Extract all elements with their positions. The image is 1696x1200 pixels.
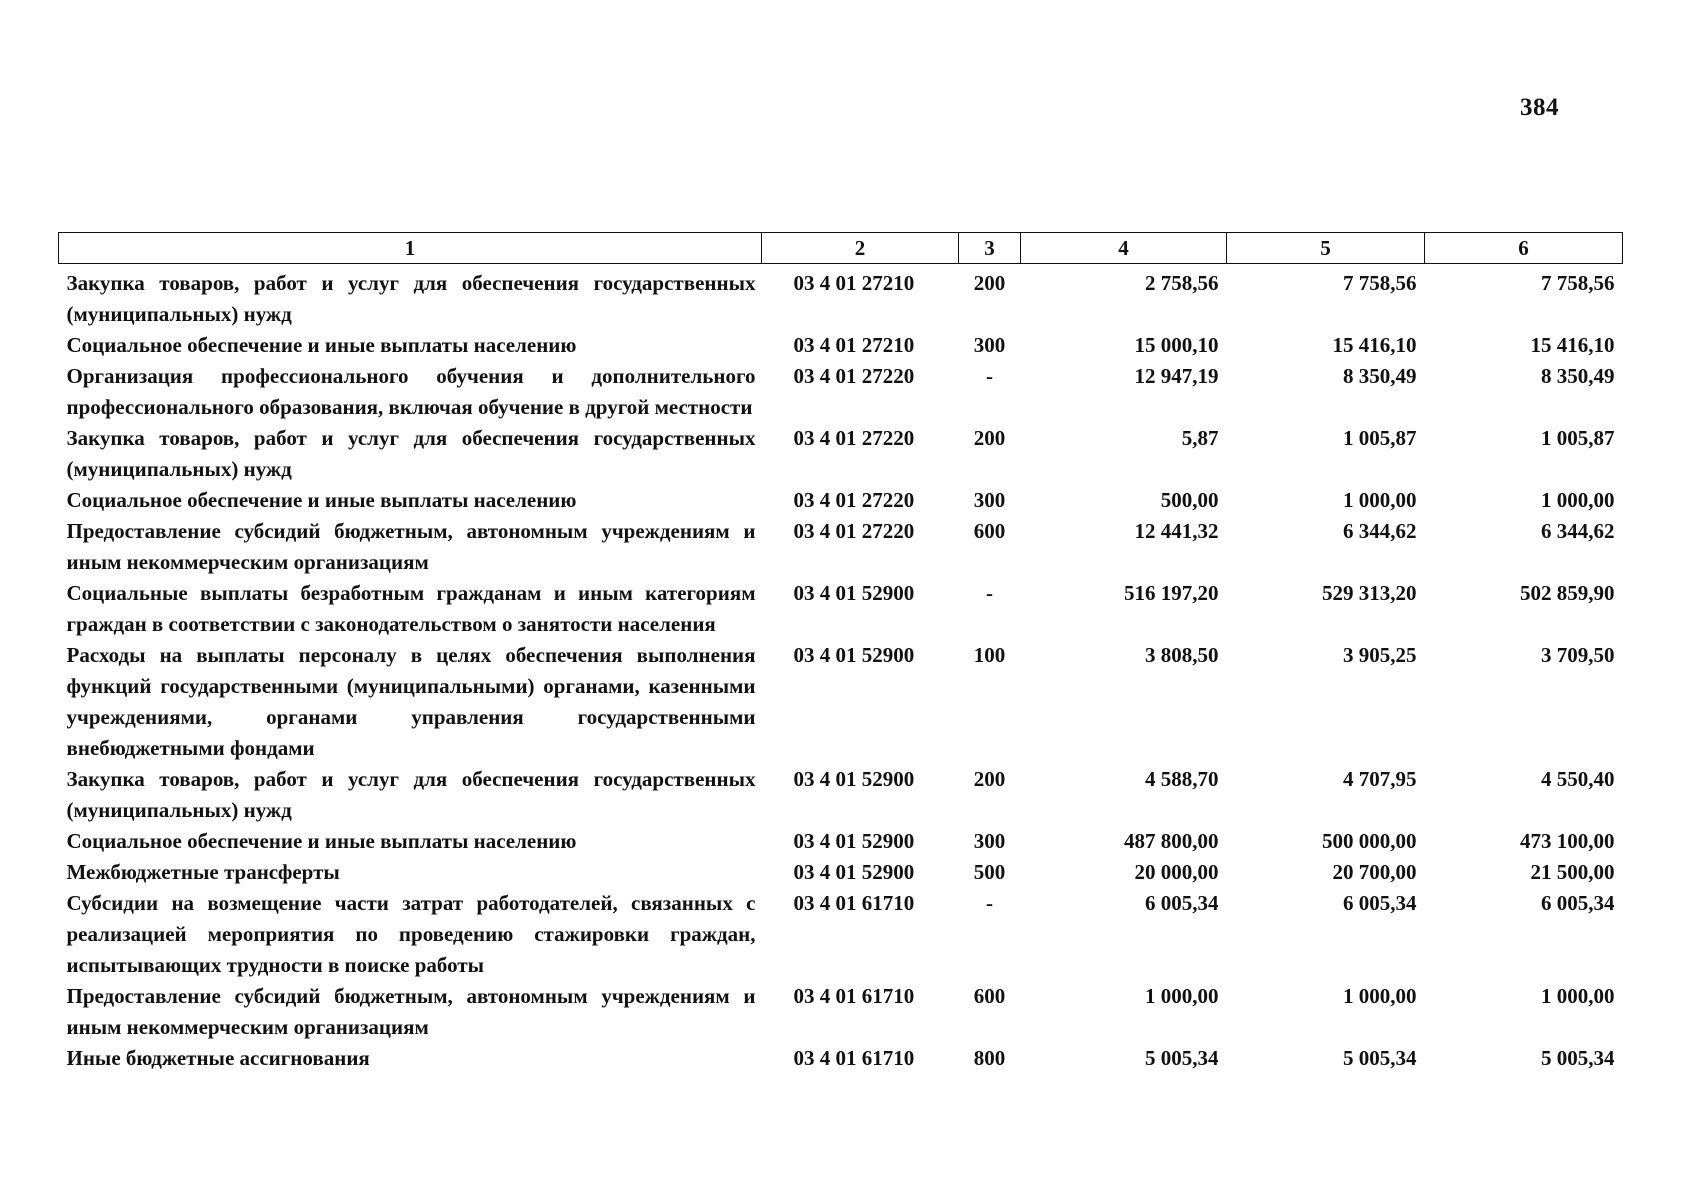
amount-col-6: 15 416,10 (1530, 333, 1615, 357)
table-row (59, 826, 1623, 857)
amount-col-6: 6 344,62 (1541, 519, 1615, 543)
amount-col-5: 1 000,00 (1343, 488, 1417, 512)
table-row (59, 423, 1623, 485)
target-article-code: 03 4 01 27220 (793, 426, 915, 450)
amount-col-6: 6 005,34 (1541, 891, 1615, 915)
amount-col-5: 20 700,00 (1332, 860, 1417, 884)
target-article-code: 03 4 01 52900 (793, 829, 915, 853)
amount-col-6: 5 005,34 (1541, 1046, 1615, 1070)
amount-col-5: 6 344,62 (1343, 519, 1417, 543)
amount-col-5: 8 350,49 (1343, 364, 1417, 388)
amount-col-4: 5 005,34 (1145, 1046, 1219, 1070)
expense-kind-code: 500 (973, 860, 1006, 884)
table-row (59, 1043, 1623, 1074)
expense-kind-code: 200 (973, 271, 1006, 295)
expense-kind-code: - (986, 364, 993, 388)
expense-name: Иные бюджетные ассигнования (66, 1046, 370, 1070)
target-article-code: 03 4 01 52900 (793, 767, 915, 791)
amount-col-4: 1 000,00 (1145, 984, 1219, 1008)
column-header-6: 6 (1425, 233, 1623, 264)
table-row (59, 485, 1623, 516)
amount-col-6: 1 000,00 (1541, 984, 1615, 1008)
expense-name: Межбюджетные трансферты (66, 860, 340, 884)
budget-table (58, 232, 1623, 1074)
amount-col-4: 2 758,56 (1145, 271, 1219, 295)
table-row (59, 578, 1623, 640)
amount-col-5: 3 905,25 (1343, 643, 1417, 667)
expense-kind-code: - (986, 891, 993, 915)
amount-col-6: 7 758,56 (1541, 271, 1615, 295)
target-article-code: 03 4 01 27210 (793, 333, 915, 357)
target-article-code: 03 4 01 61710 (793, 1046, 915, 1070)
expense-kind-code: 100 (973, 643, 1006, 667)
amount-col-5: 15 416,10 (1332, 333, 1417, 357)
table-row (59, 764, 1623, 826)
table-row (59, 516, 1623, 578)
amount-col-4: 15 000,10 (1134, 333, 1219, 357)
target-article-code: 03 4 01 27220 (793, 519, 915, 543)
amount-col-6: 4 550,40 (1541, 767, 1615, 791)
target-article-code: 03 4 01 27220 (793, 364, 915, 388)
amount-col-5: 7 758,56 (1343, 271, 1417, 295)
table-body (59, 264, 1623, 1075)
amount-col-6: 21 500,00 (1530, 860, 1615, 884)
amount-col-4: 6 005,34 (1145, 891, 1219, 915)
amount-col-5: 5 005,34 (1343, 1046, 1417, 1070)
target-article-code: 03 4 01 52900 (793, 643, 915, 667)
target-article-code: 03 4 01 27210 (793, 271, 915, 295)
expense-kind-code: 600 (973, 519, 1006, 543)
amount-col-4: 487 800,00 (1124, 829, 1219, 853)
expense-kind-code: 200 (973, 426, 1006, 450)
expense-kind-code: - (986, 581, 993, 605)
expense-name: Предоставление субсидий бюджетным, автономным учреждениям и иным некоммерческим организациям (66, 519, 756, 574)
expense-kind-code: 200 (973, 767, 1006, 791)
amount-col-4: 20 000,00 (1134, 860, 1219, 884)
table-row (59, 857, 1623, 888)
amount-col-4: 5,87 (1181, 426, 1219, 450)
amount-col-4: 3 808,50 (1145, 643, 1219, 667)
expense-kind-code: 600 (973, 984, 1006, 1008)
table-row (59, 330, 1623, 361)
expense-kind-code: 300 (973, 333, 1006, 357)
amount-col-5: 1 005,87 (1343, 426, 1417, 450)
expense-name: Закупка товаров, работ и услуг для обеспечения государственных (муниципальных) нужд (66, 426, 756, 481)
expense-name: Социальное обеспечение и иные выплаты населению (66, 488, 577, 512)
table-row (59, 361, 1623, 423)
page-number: 384 (1520, 94, 1559, 121)
amount-col-6: 473 100,00 (1520, 829, 1615, 853)
amount-col-4: 500,00 (1160, 488, 1219, 512)
expense-name: Социальное обеспечение и иные выплаты населению (66, 333, 577, 357)
expense-name: Социальное обеспечение и иные выплаты населению (66, 829, 577, 853)
column-header-2: 2 (762, 233, 959, 264)
amount-col-6: 1 000,00 (1541, 488, 1615, 512)
amount-col-5: 1 000,00 (1343, 984, 1417, 1008)
target-article-code: 03 4 01 52900 (793, 581, 915, 605)
amount-col-4: 12 441,32 (1134, 519, 1219, 543)
expense-name: Социальные выплаты безработным гражданам и иным категориям граждан в соответствии с законодательством о занятости населения (66, 581, 756, 636)
amount-col-4: 12 947,19 (1134, 364, 1219, 388)
expense-kind-code: 300 (973, 488, 1006, 512)
amount-col-4: 4 588,70 (1145, 767, 1219, 791)
table-row (59, 640, 1623, 764)
expense-name: Закупка товаров, работ и услуг для обеспечения государственных (муниципальных) нужд (66, 767, 756, 822)
target-article-code: 03 4 01 27220 (793, 488, 915, 512)
amount-col-4: 516 197,20 (1124, 581, 1219, 605)
target-article-code: 03 4 01 52900 (793, 860, 915, 884)
amount-col-6: 8 350,49 (1541, 364, 1615, 388)
amount-col-5: 6 005,34 (1343, 891, 1417, 915)
amount-col-6: 502 859,90 (1520, 581, 1615, 605)
expense-kind-code: 800 (973, 1046, 1006, 1070)
target-article-code: 03 4 01 61710 (793, 891, 915, 915)
expense-name: Расходы на выплаты персоналу в целях обеспечения выполнения функций государственными (муниципальными) органами, казенными учреждениями, органами управления государственными внебюджетными фондами (66, 643, 756, 760)
table-row (59, 981, 1623, 1043)
table-row (59, 264, 1623, 331)
table-header-row (59, 233, 1623, 264)
column-header-1: 1 (59, 233, 762, 264)
amount-col-6: 3 709,50 (1541, 643, 1615, 667)
amount-col-5: 529 313,20 (1322, 581, 1417, 605)
expense-name: Организация профессионального обучения и дополнительного профессионального образования, включая обучение в другой местности (66, 364, 756, 419)
expense-name: Предоставление субсидий бюджетным, автономным учреждениям и иным некоммерческим организациям (66, 984, 756, 1039)
column-header-4: 4 (1021, 233, 1227, 264)
target-article-code: 03 4 01 61710 (793, 984, 915, 1008)
table-row (59, 888, 1623, 981)
amount-col-5: 4 707,95 (1343, 767, 1417, 791)
expense-name: Субсидии на возмещение части затрат работодателей, связанных с реализацией мероприятия по проведению стажировки граждан, испытывающих трудности в поиске работы (66, 891, 756, 977)
expense-name: Закупка товаров, работ и услуг для обеспечения государственных (муниципальных) нужд (66, 271, 756, 326)
amount-col-5: 500 000,00 (1322, 829, 1417, 853)
column-header-3: 3 (959, 233, 1021, 264)
column-header-5: 5 (1227, 233, 1425, 264)
amount-col-6: 1 005,87 (1541, 426, 1615, 450)
expense-kind-code: 300 (973, 829, 1006, 853)
